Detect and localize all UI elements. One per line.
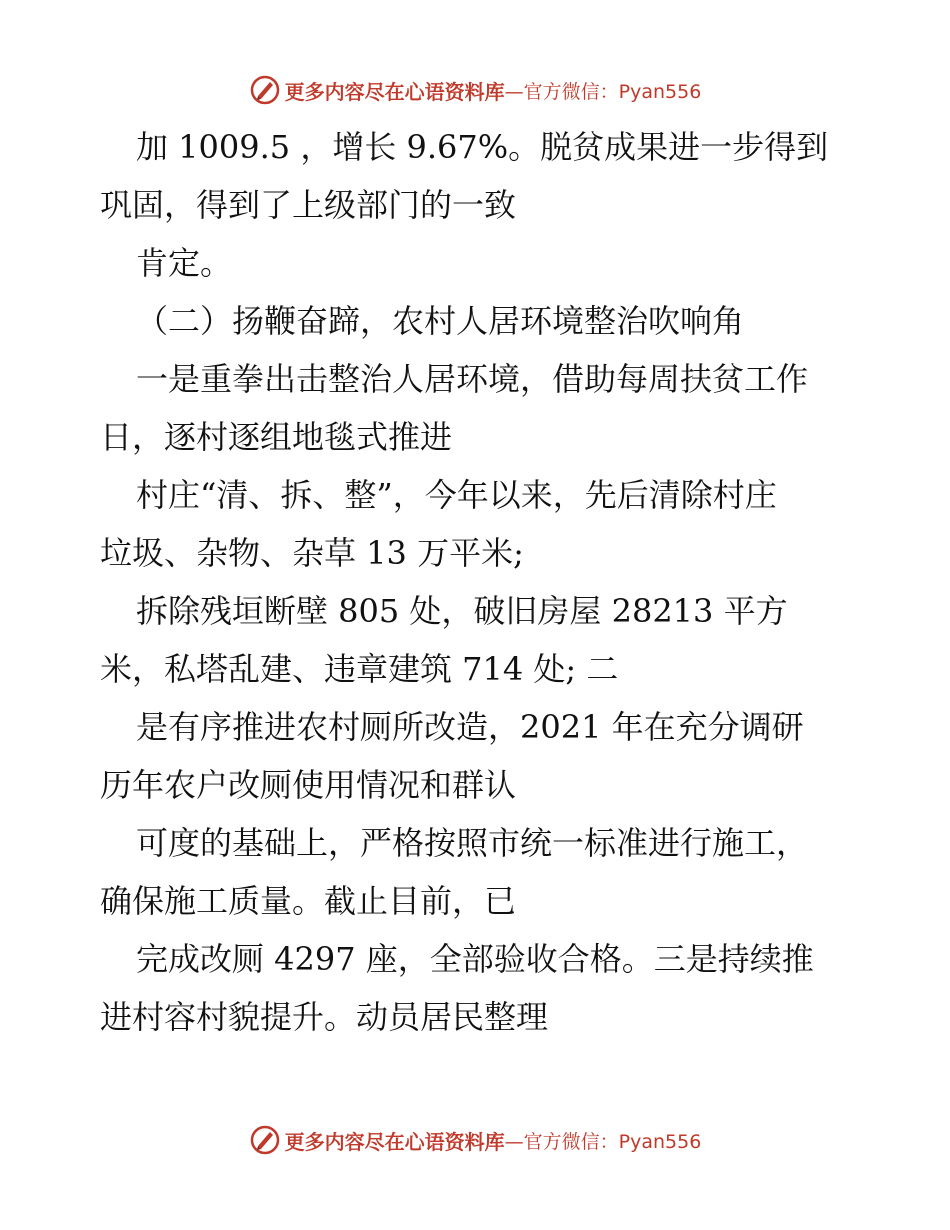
document-body bbox=[100, 118, 860, 1046]
body-line: 一是重拳出击整治人居环境，借助每周扶贫工作 bbox=[136, 360, 809, 398]
body-line: 进村容村貌提升。动员居民整理 bbox=[100, 998, 549, 1036]
watermark-wechat: —官方微信：Pyan556 bbox=[504, 1130, 702, 1153]
body-line: 垃圾、杂物、杂草 13 万平米; bbox=[100, 534, 524, 572]
watermark-brand: 更多内容尽在心语资料库 bbox=[284, 79, 505, 104]
body-line: 米，私塔乱建、违章建筑 714 处; 二 bbox=[100, 650, 619, 688]
body-line: 巩固，得到了上级部门的一致 bbox=[100, 186, 517, 224]
watermark-brand: 更多内容尽在心语资料库 bbox=[284, 1129, 505, 1154]
pen-logo-icon bbox=[249, 1124, 281, 1156]
body-line: 是有序推进农村厕所改造，2021 年在充分调研 bbox=[136, 708, 804, 746]
section-heading: （二）扬鞭奋蹄，农村人居环境整治吹响角 bbox=[136, 302, 745, 340]
body-line: 日，逐村逐组地毯式推进 bbox=[100, 418, 453, 456]
footer-watermark bbox=[0, 1120, 950, 1160]
body-line: 历年农户改厕使用情况和群认 bbox=[100, 766, 517, 804]
body-line: 肯定。 bbox=[136, 244, 233, 282]
pen-logo-icon bbox=[249, 74, 281, 106]
body-line: 村庄“清、拆、整”，今年以来，先后清除村庄 bbox=[136, 476, 777, 514]
header-watermark bbox=[0, 70, 950, 110]
body-line: 拆除残垣断壁 805 处，破旧房屋 28213 平方 bbox=[136, 592, 788, 630]
body-line: 确保施工质量。截止目前，已 bbox=[100, 882, 517, 920]
body-line: 可度的基础上，严格按照市统一标准进行施工， bbox=[136, 824, 809, 862]
body-line: 加 1009.5 ，增长 9.67%。脱贫成果进一步得到 bbox=[136, 128, 829, 166]
body-line: 完成改厕 4297 座，全部验收合格。三是持续推 bbox=[136, 940, 814, 978]
watermark-wechat: —官方微信：Pyan556 bbox=[504, 80, 702, 103]
